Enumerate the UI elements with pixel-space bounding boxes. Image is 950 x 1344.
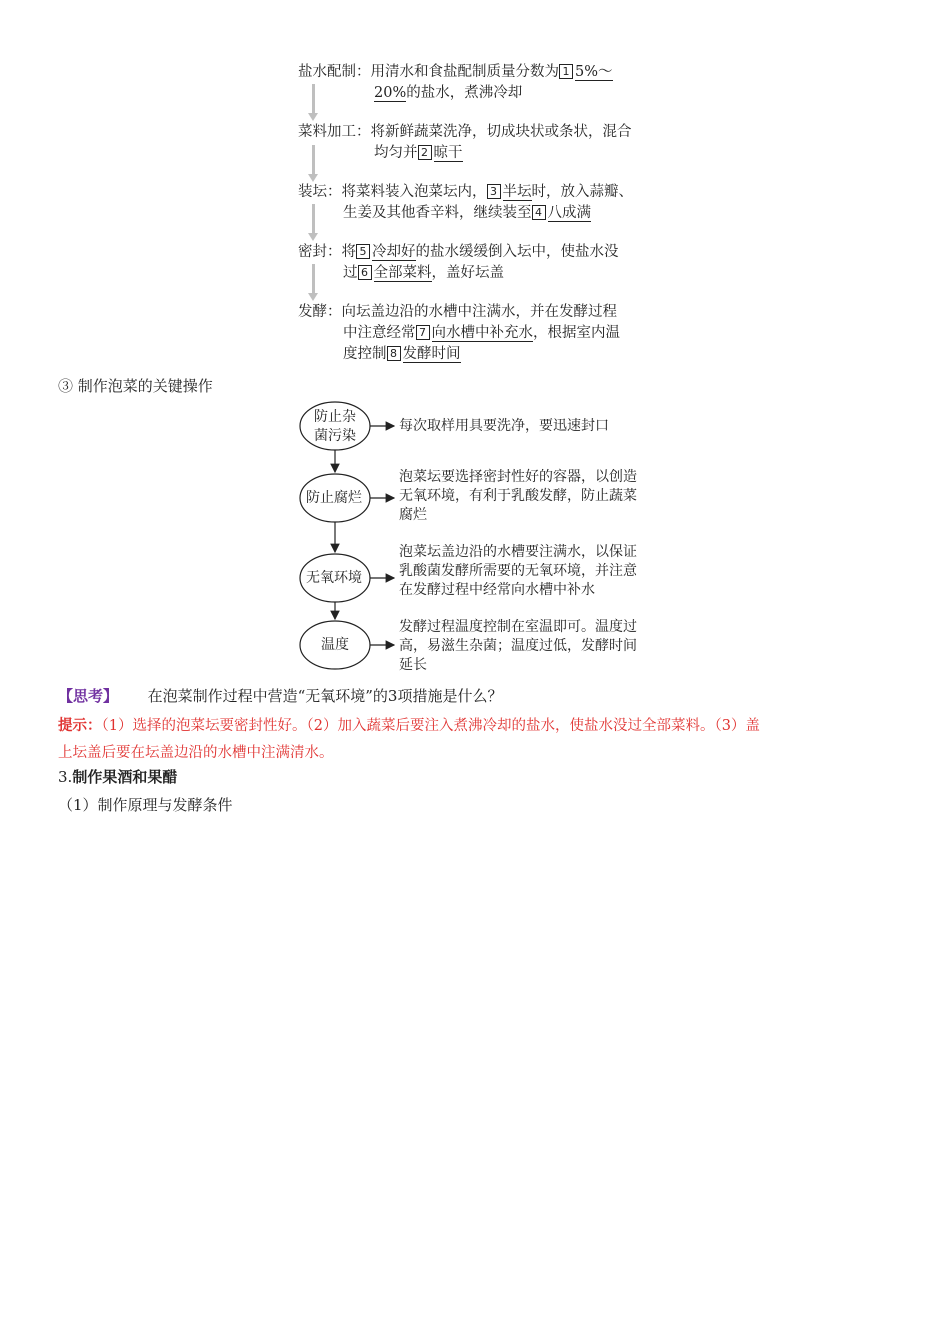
blank-number: 4 <box>532 205 546 220</box>
step-vegetable: 菜料加工：将新鲜蔬菜洗净，切成块状或条状，混合 均匀并 2 晾干 <box>298 124 632 161</box>
flow-node-1: 防止杂 菌污染 <box>314 409 356 444</box>
down-arrow-icon <box>312 204 315 234</box>
step-head: 装坛： <box>298 184 342 200</box>
flow-node-3: 无氧环境 <box>306 570 362 586</box>
answer: 全部菜料 <box>373 265 432 281</box>
pickle-steps <box>298 62 658 383</box>
subheading-1: （1）制作原理与发酵条件 <box>58 796 233 814</box>
section-title: ③ 制作泡菜的关键操作 <box>58 377 213 395</box>
flow-node-4: 温度 <box>321 637 349 653</box>
down-arrow-icon <box>312 84 315 114</box>
answer: 20% <box>374 85 407 101</box>
step-fill: 装坛：将菜料装入泡菜坛内， 3 半坛时，放入蒜瓣、 生姜及其他香辛料，继续装至 4 八成满 <box>298 184 633 221</box>
flow-node-2: 防止腐烂 <box>306 490 362 506</box>
blank-number: 6 <box>358 265 372 280</box>
think-label: 【思考】 <box>58 687 119 705</box>
answer: 5%～ <box>575 64 613 80</box>
blank-number: 3 <box>487 184 501 199</box>
step-head: 菜料加工： <box>298 124 371 140</box>
flow-desc-2: 泡菜坛要选择密封性好的容器，以创造 无氧环境，有利于乳酸发酵，防止蔬菜 腐烂 <box>399 469 637 523</box>
hint-line-1: （1）选择的泡菜坛要密封性好。（2）加入蔬菜后要注入煮沸冷却的盐水，使盐水没过全部菜料。（3）盖 <box>101 718 760 734</box>
answer: 晾干 <box>433 145 463 161</box>
step-head: 发酵： <box>298 304 342 320</box>
flow-desc-1: 每次取样用具要洗净，要迅速封口 <box>399 418 609 434</box>
blank-number: 2 <box>418 145 432 160</box>
flow-desc-3: 泡菜坛盖边沿的水槽要注满水，以保证 乳酸菌发酵所需要的无氧环境，并注意 在发酵过程中经常向水槽中补水 <box>399 544 637 598</box>
blank-number: 7 <box>416 325 430 340</box>
answer: 向水槽中补充水 <box>431 325 533 341</box>
hint-line-2: 上坛盖后要在坛盖边沿的水槽中注满清水。 <box>58 745 334 761</box>
answer: 半坛 <box>502 184 532 200</box>
hint-block <box>58 713 760 767</box>
think-question: 在泡菜制作过程中营造“无氧环境”的3项措施是什么？ <box>147 687 503 705</box>
blank-number: 1 <box>559 64 573 79</box>
blank-number: 8 <box>387 346 401 361</box>
answer: 八成满 <box>547 205 591 221</box>
answer: 冷却好 <box>372 244 416 260</box>
down-arrow-icon <box>312 264 315 294</box>
step-brine: 盐水配制：用清水和食盐配制质量分数为 1 5%～ 20%的盐水，煮沸冷却 <box>298 64 613 101</box>
step-head: 密封： <box>298 244 342 260</box>
step-ferment: 发酵：向坛盖边沿的水槽中注满水，并在发酵过程 中注意经常 7 向水槽中补充水，根据室内温 度控制 8 发酵时间 <box>298 304 620 362</box>
think-row <box>58 685 502 706</box>
flow-desc-4: 发酵过程温度控制在室温即可。温度过 高，易滋生杂菌；温度过低，发酵时间 延长 <box>399 619 637 673</box>
answer: 发酵时间 <box>402 346 461 362</box>
hint-label: 提示： <box>58 718 102 734</box>
heading-3: 3.制作果酒和果醋 <box>58 768 178 786</box>
down-arrow-icon <box>312 145 315 175</box>
step-seal: 密封：将 5 冷却好的盐水缓缓倒入坛中，使盐水没 过 6 全部菜料，盖好坛盖 <box>298 244 619 281</box>
step-head: 盐水配制： <box>298 64 371 80</box>
blank-number: 5 <box>356 244 370 259</box>
